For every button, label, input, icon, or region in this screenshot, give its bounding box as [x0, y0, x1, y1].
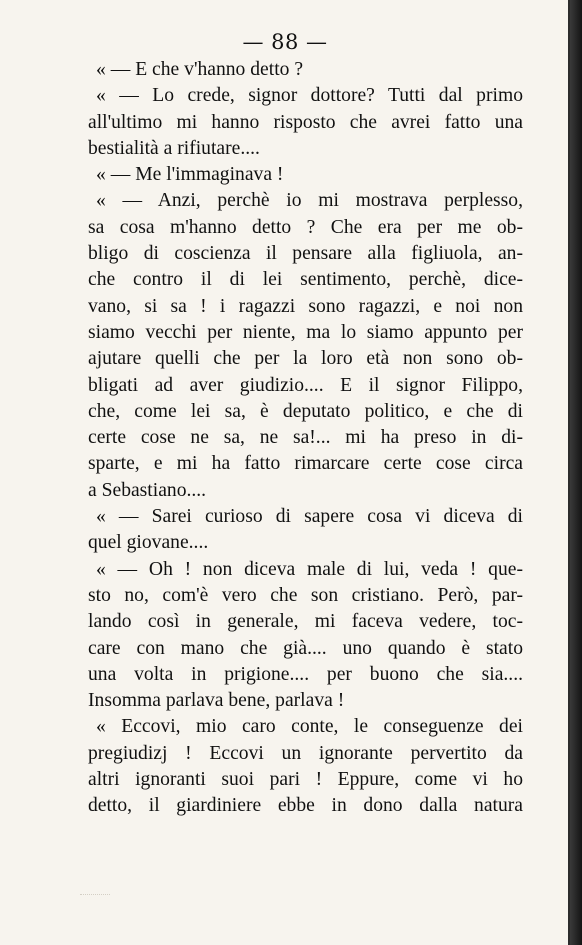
text-line: all'ultimo mi hanno risposto che avrei fatto una	[88, 111, 523, 133]
text-line: bligo di coscienza il pensare alla figliuola, an-	[88, 243, 523, 265]
text-line: « — Oh ! non diceva male di lui, veda ! que-	[96, 558, 523, 580]
text-line: detto, il giardiniere ebbe in dono dalla natura	[88, 795, 523, 817]
text-line: « — Anzi, perchè io mi mostrava perplesso,	[96, 190, 523, 212]
text-line: Insomma parlava bene, parlava !	[88, 690, 345, 712]
text-line: vano, si sa ! i ragazzi sono ragazzi, e noi non	[88, 295, 523, 317]
text-line: « Eccovi, mio caro conte, le conseguenze dei	[96, 716, 523, 738]
text-line: lando così in generale, mi faceva vedere, toc-	[88, 611, 523, 633]
page-number: — 88 —	[242, 30, 328, 54]
page-edge-shadow	[570, 0, 582, 945]
text-line: siamo vecchi per niente, ma lo siamo appunto per	[88, 321, 523, 343]
text-line: che contro il di lei sentimento, perchè, dice-	[88, 269, 523, 291]
text-line: quel giovane....	[88, 532, 209, 554]
text-line: altri ignoranti suoi pari ! Eppure, come vi ho	[88, 769, 523, 791]
text-line: sa cosa m'hanno detto ? Che era per me ob-	[88, 216, 523, 238]
decorative-mark	[80, 884, 110, 895]
text-line: ajutare quelli che per la loro età non sono ob-	[88, 348, 523, 370]
text-line: sto no, com'è vero che son cristiano. Però, par-	[88, 584, 523, 606]
text-line: « — E che v'hanno detto ?	[96, 59, 304, 80]
text-line: bligati ad aver giudizio.... E il signor Filippo,	[88, 374, 523, 396]
text-line: sparte, e mi ha fatto rimarcare certe cose circa	[88, 453, 523, 475]
text-line: « — Me l'immaginava !	[96, 164, 284, 186]
text-line: che, come lei sa, è deputato politico, e che di	[88, 400, 523, 422]
text-line: « — Lo crede, signor dottore? Tutti dal primo	[96, 85, 523, 107]
text-line: « — Sarei curioso di sapere cosa vi diceva di	[96, 506, 523, 528]
text-line: pregiudizj ! Eccovi un ignorante pervertito da	[88, 742, 523, 764]
text-line: care con mano che già.... uno quando è stato	[88, 637, 523, 659]
body-text	[88, 57, 523, 820]
text-line: a Sebastiano....	[88, 479, 207, 501]
text-line: bestialità a rifiutare....	[88, 137, 260, 159]
text-line: una volta in prigione.... per buono che sia....	[88, 663, 523, 685]
text-line: certe cose ne sa, ne sa!... mi ha preso in di-	[88, 427, 523, 449]
